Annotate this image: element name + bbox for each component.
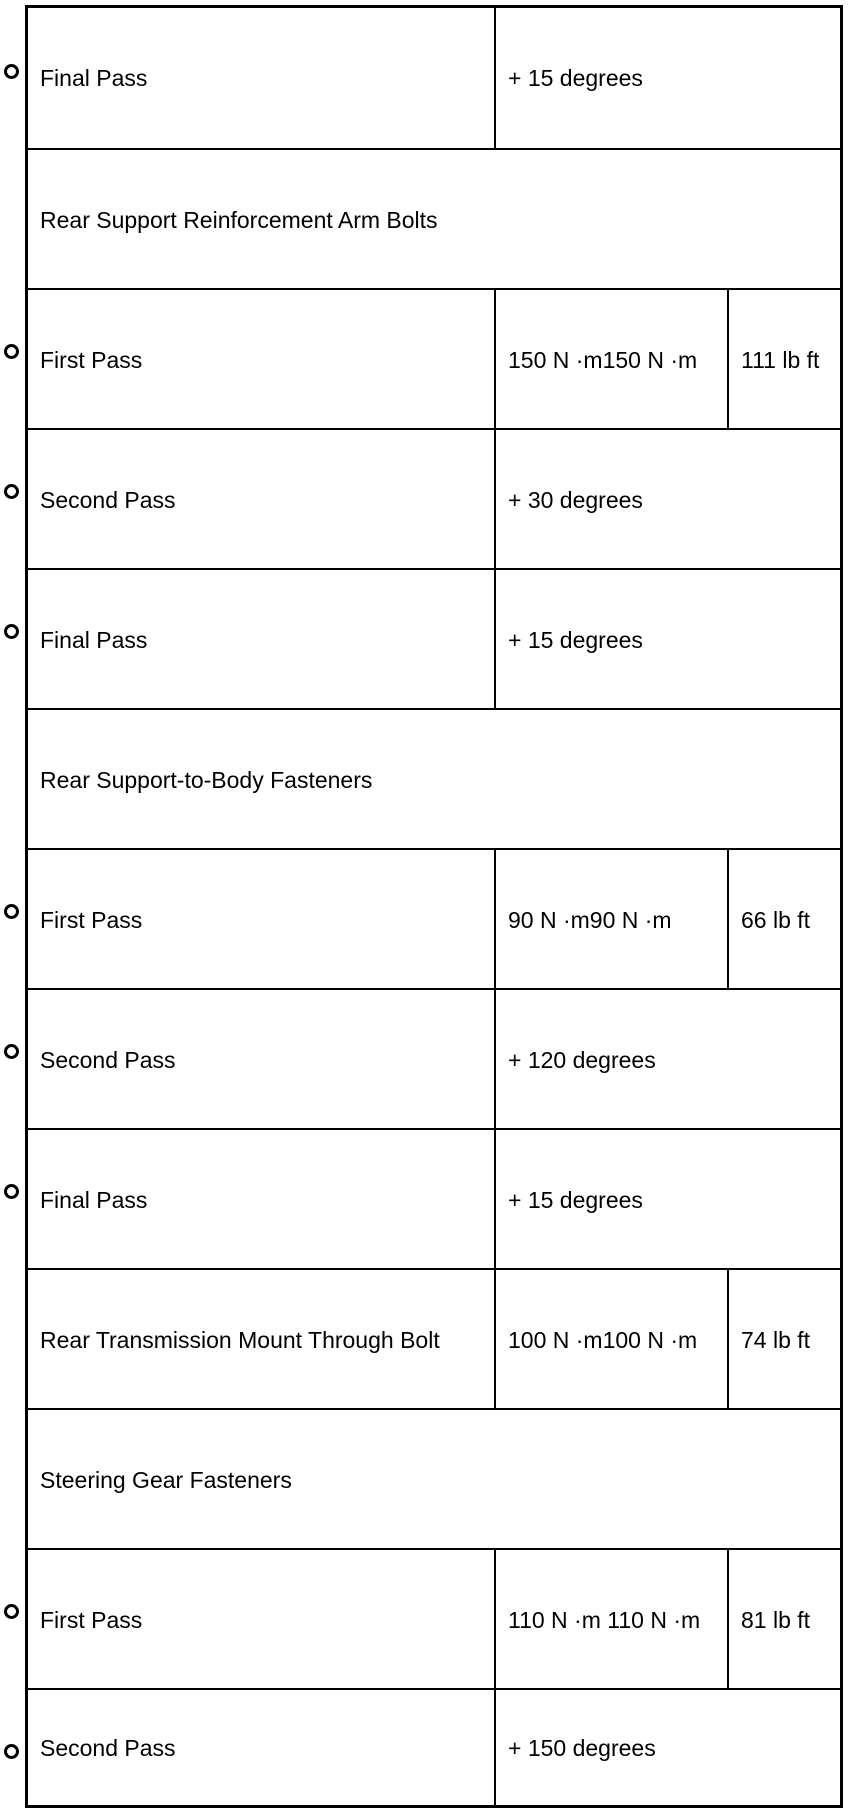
section-heading: Rear Support Reinforcement Arm Bolts [40, 206, 438, 233]
table-row [28, 1408, 840, 1550]
step-bullet-icon [4, 64, 19, 79]
fastener-label: Final Pass [40, 626, 148, 653]
step-bullet-icon [4, 1744, 19, 1759]
step-bullet-icon [4, 904, 19, 919]
table-row [28, 148, 840, 290]
fastener-label: First Pass [40, 346, 143, 373]
metric-torque-value: 150 N ·m150 N ·m [494, 290, 727, 430]
imperial-torque-value: 111 lb ft [727, 290, 840, 430]
metric-torque-value: 110 N ·m 110 N ·m [494, 1550, 727, 1690]
table-row [28, 1548, 840, 1690]
step-bullet-icon [4, 1604, 19, 1619]
step-bullet-icon [4, 624, 19, 639]
table-row [28, 568, 840, 710]
table-row [28, 988, 840, 1130]
section-heading: Rear Support-to-Body Fasteners [40, 766, 373, 793]
table-row [28, 8, 840, 148]
table-row [28, 1688, 840, 1807]
fastener-label: Second Pass [40, 486, 176, 513]
metric-torque-value: 100 N ·m100 N ·m [494, 1270, 727, 1410]
step-bullet-icon [4, 344, 19, 359]
table-row [28, 708, 840, 850]
table-row [28, 428, 840, 570]
angle-value: + 150 degrees [494, 1690, 840, 1807]
imperial-torque-value: 66 lb ft [727, 850, 840, 990]
step-bullet-icon [4, 1044, 19, 1059]
imperial-torque-value: 74 lb ft [727, 1270, 840, 1410]
fastener-label: Final Pass [40, 64, 148, 91]
imperial-torque-value: 81 lb ft [727, 1550, 840, 1690]
fastener-label: Rear Transmission Mount Through Bolt [40, 1326, 440, 1353]
fastener-label: First Pass [40, 1606, 143, 1633]
table-row [28, 288, 840, 430]
fastener-label: Second Pass [40, 1735, 176, 1761]
fastener-label: First Pass [40, 906, 143, 933]
section-heading: Steering Gear Fasteners [40, 1466, 292, 1493]
angle-value: + 120 degrees [494, 990, 840, 1130]
table-row [28, 848, 840, 990]
metric-torque-value: 90 N ·m90 N ·m [494, 850, 727, 990]
step-bullet-icon [4, 1184, 19, 1199]
table-row [28, 1128, 840, 1270]
step-bullet-icon [4, 484, 19, 499]
angle-value: + 15 degrees [494, 570, 840, 710]
angle-value: + 30 degrees [494, 430, 840, 570]
fastener-label: Second Pass [40, 1046, 176, 1073]
angle-value: + 15 degrees [494, 8, 840, 148]
fastener-label: Final Pass [40, 1186, 148, 1213]
angle-value: + 15 degrees [494, 1130, 840, 1270]
torque-specification-table [25, 5, 843, 1808]
table-row [28, 1268, 840, 1410]
